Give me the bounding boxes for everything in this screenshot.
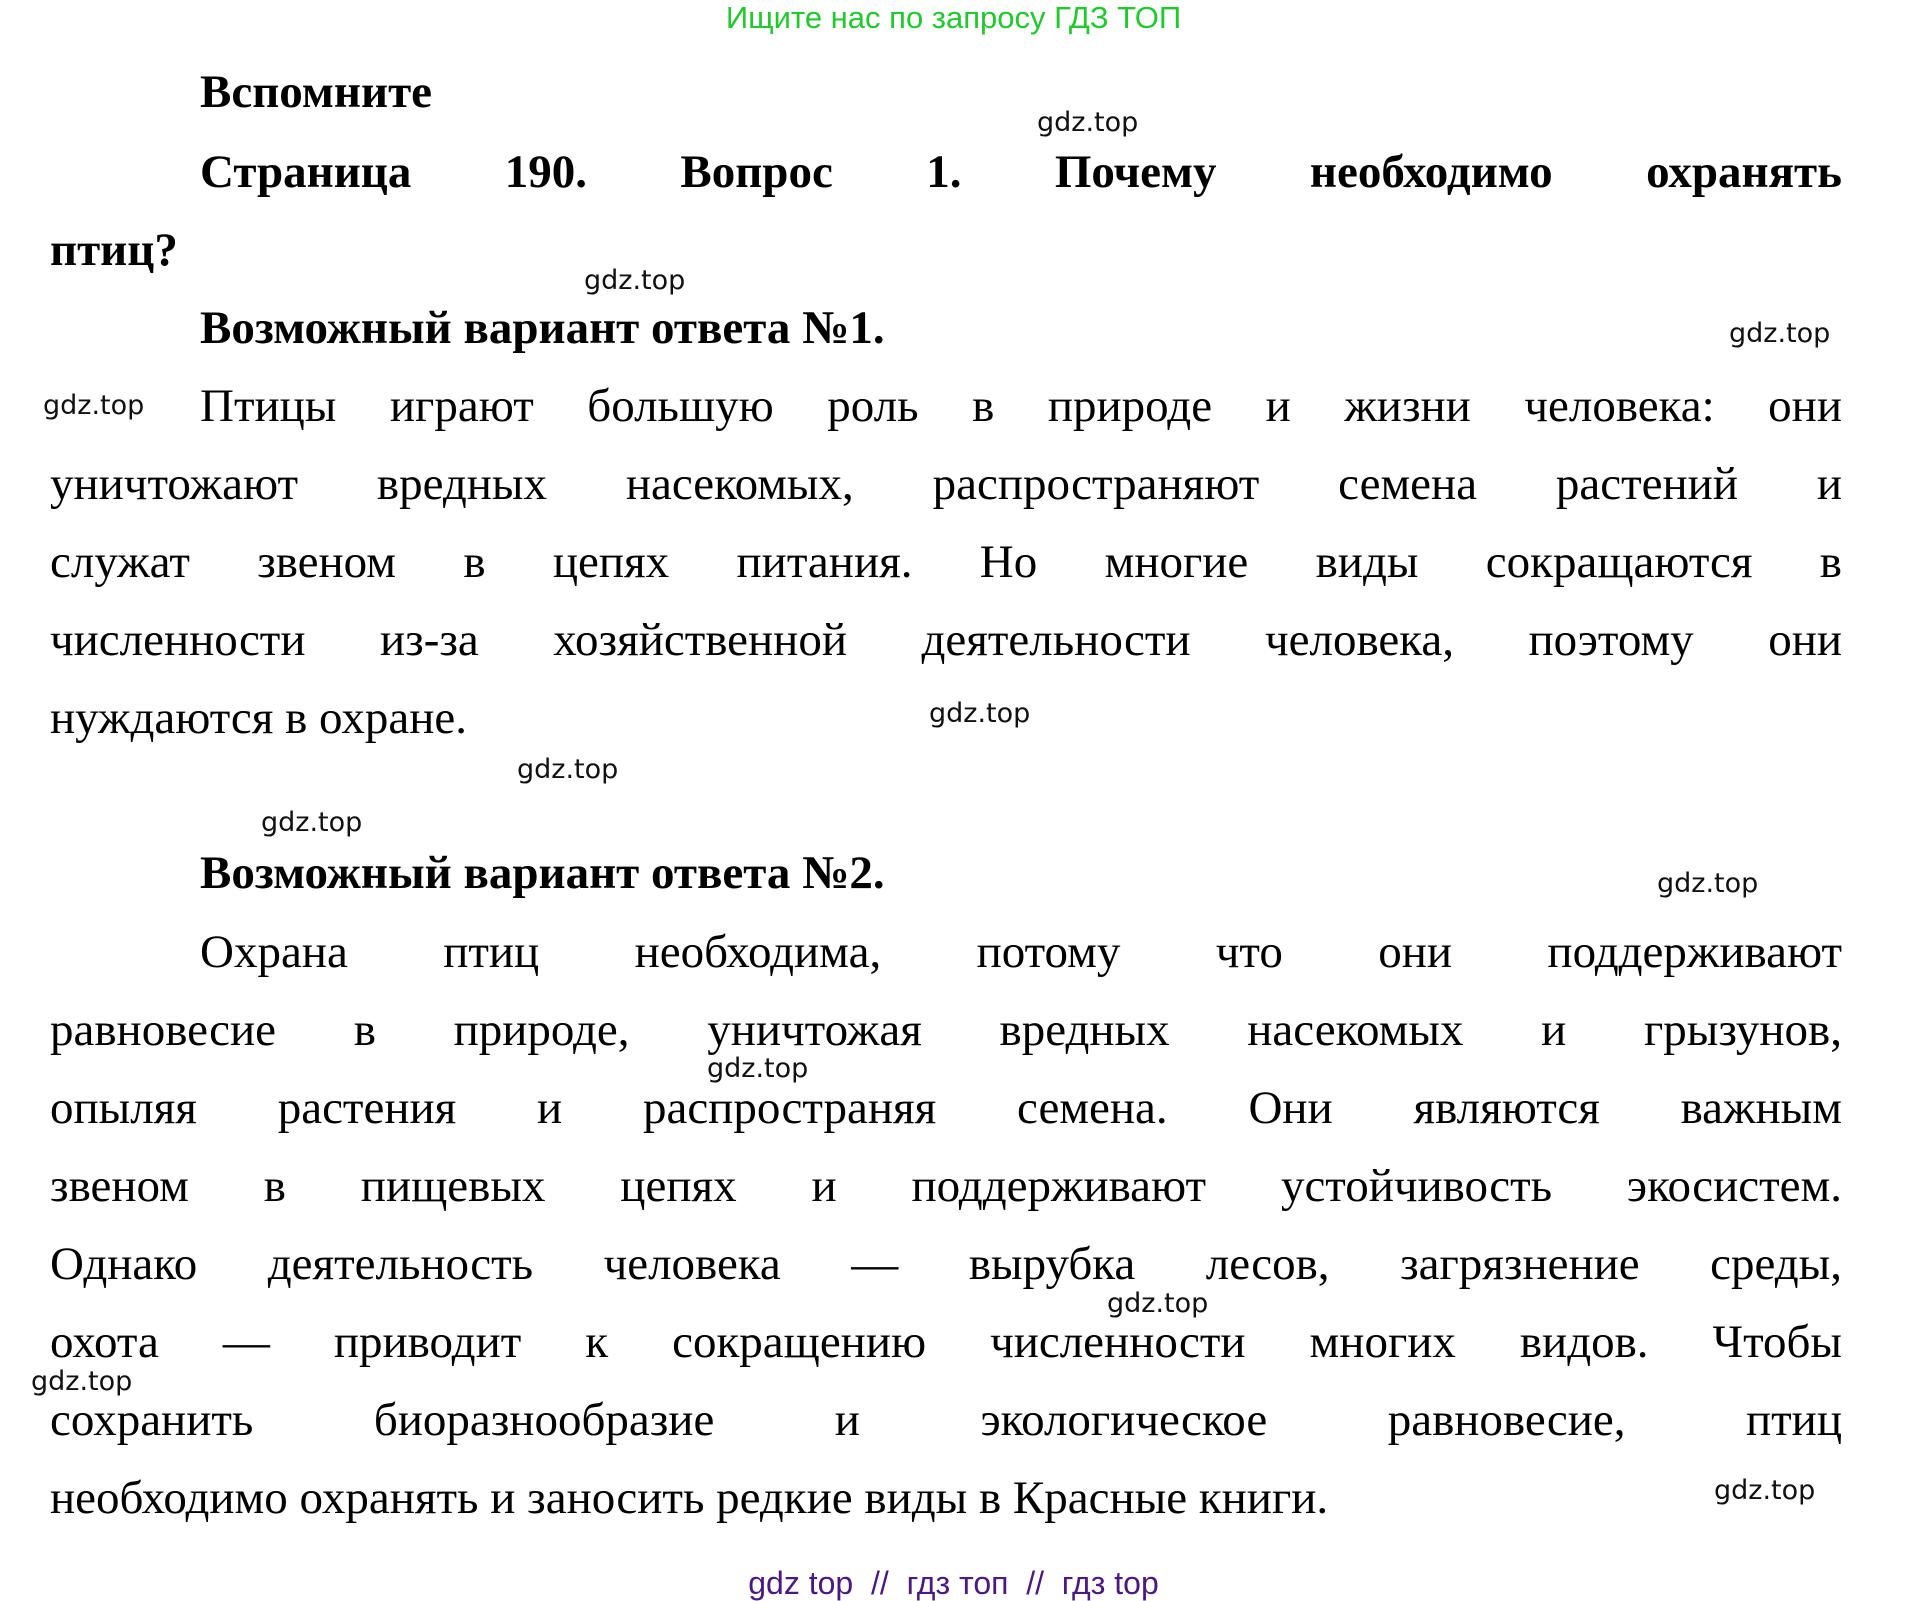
answer1-line: уничтожают вредных насекомых, распространяют семена растений и [50,458,1842,510]
watermark: gdz.top [1729,318,1831,349]
answer1-line: нуждаются в охране. [50,692,468,744]
answer1-line: численности из-за хозяйственной деятельности человека, поэтому они [50,614,1842,666]
watermark: gdz.top [584,265,686,296]
question-line-2: птиц? [50,224,178,276]
watermark: gdz.top [929,698,1031,729]
watermark: gdz.top [517,754,619,785]
answer2-line: опыляя растения и распространяя семена. Они являются важным [50,1082,1842,1134]
question-line-1: Страница 190. Вопрос 1. Почему необходимо охранять [200,146,1842,198]
answer2-line: Охрана птиц необходима, потому что они поддерживают [200,926,1842,978]
watermark: gdz.top [261,807,363,838]
answer2-line: равновесие в природе, уничтожая вредных насекомых и грызунов, [50,1004,1842,1056]
watermark: gdz.top [1657,868,1759,899]
footer-links: gdz top // гдз топ // гдз top [748,1565,1159,1601]
search-banner: Ищите нас по запросу ГДЗ ТОП [725,0,1182,35]
watermark: gdz.top [1714,1475,1816,1506]
watermark: gdz.top [707,1053,809,1084]
answer2-line: охота — приводит к сокращению численности многих видов. Чтобы [50,1316,1842,1368]
answer2-line: звеном в пищевых цепях и поддерживают устойчивость экосистем. [50,1160,1842,1212]
answer1-title: Возможный вариант ответа №1. [200,302,885,354]
answer1-line: служат звеном в цепях питания. Но многие виды сокращаются в [50,536,1842,588]
answer2-line: необходимо охранять и заносить редкие виды в Красные книги. [50,1472,1329,1524]
watermark: gdz.top [1107,1288,1209,1319]
answer2-title: Возможный вариант ответа №2. [200,847,885,899]
watermark: gdz.top [31,1366,133,1397]
answer2-line: Однако деятельность человека — вырубка лесов, загрязнение среды, [50,1238,1842,1290]
section-heading-remember: Вспомните [200,66,433,118]
answer2-line: сохранить биоразнообразие и экологическое равновесие, птиц [50,1394,1842,1446]
answer1-line: Птицы играют большую роль в природе и жизни человека: они [200,380,1842,432]
watermark: gdz.top [1037,107,1139,138]
watermark: gdz.top [43,390,145,421]
